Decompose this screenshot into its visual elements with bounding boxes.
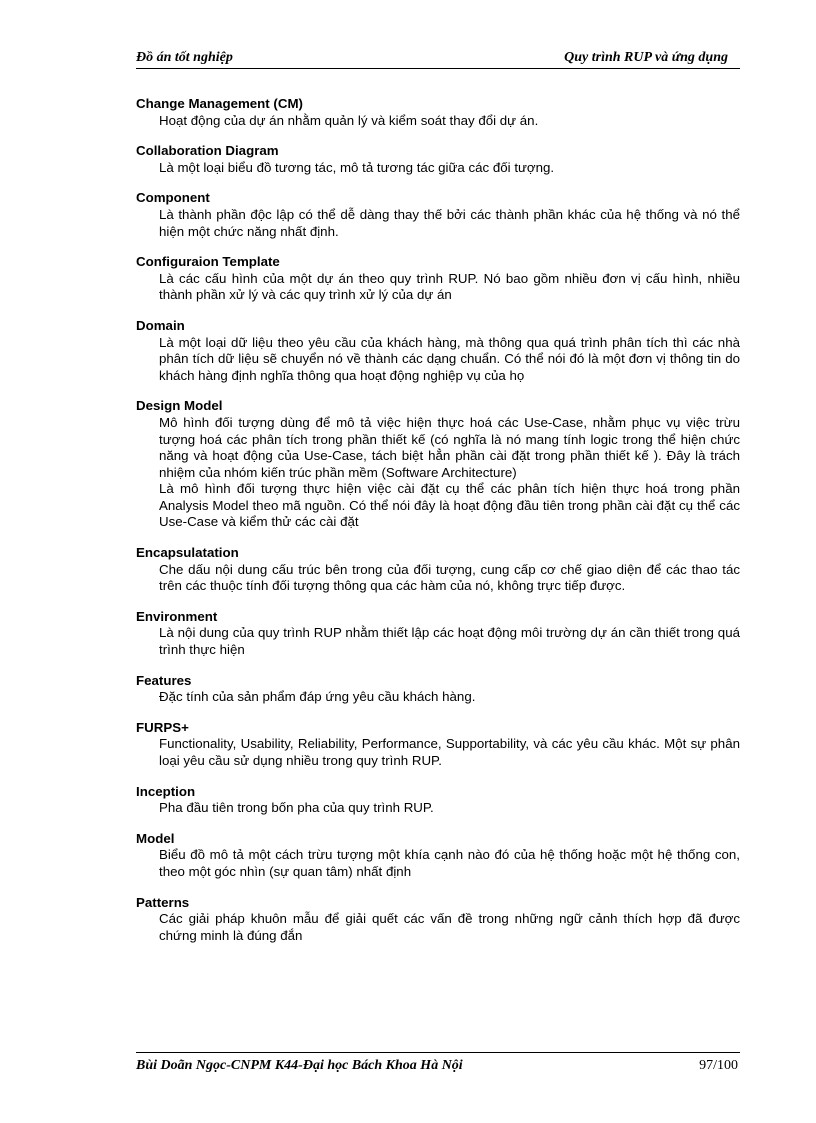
glossary-entry	[136, 190, 740, 240]
glossary-definition: Là một loại dữ liệu theo yêu cầu của khách hàng, mà thông qua quá trình phân tích thì các nhà phân tích dữ liệu sẽ chuyển nó về thành các dạng chuẩn. Có thể nói đó là một đơn vị thông tin do khách hàng định nghĩa thông qua hoạt động nghiệp vụ của họ	[159, 334, 740, 383]
glossary-definition: Pha đầu tiên trong bốn pha của quy trình RUP.	[159, 800, 434, 816]
glossary-definition: Là nội dung của quy trình RUP nhằm thiết lập các hoạt động môi trường dự án cần thiết trong quá trình thực hiện	[159, 625, 740, 658]
glossary-entry	[136, 143, 740, 176]
header-right-title: Quy trình RUP và ứng dụng	[564, 50, 728, 65]
header-left-title: Đồ án tốt nghiệp	[136, 50, 233, 65]
glossary-entry	[136, 96, 740, 129]
glossary-term: Encapsulatation	[136, 545, 239, 561]
footer-author: Bùi Doãn Ngọc-CNPM K44-Đại học Bách Khoa Hà Nội	[136, 1058, 463, 1073]
glossary-entry	[136, 784, 740, 817]
page-header	[136, 49, 740, 69]
glossary-entry	[136, 720, 740, 770]
glossary-entry	[136, 673, 740, 706]
glossary-term: Patterns	[136, 894, 190, 910]
glossary-definition: Functionality, Usability, Reliability, Performance, Supportability, và các yêu cầu khác. Một sự phân loại yêu cầu sử dụng nhiều trong quy trình RUP.	[159, 736, 740, 768]
glossary-term: Model	[136, 830, 175, 846]
glossary-entry	[136, 254, 740, 304]
glossary-definition: Đặc tính của sản phẩm đáp ứng yêu cầu khách hàng.	[159, 689, 476, 705]
page-number: 97/100	[699, 1058, 738, 1073]
glossary-term: Design Model	[136, 398, 223, 414]
glossary-content	[136, 96, 740, 958]
glossary-definition: Là một loại biểu đồ tương tác, mô tả tương tác giữa các đối tượng.	[159, 159, 555, 175]
glossary-definition: Là thành phần độc lập có thể dễ dàng thay thế bởi các thành phần khác của hệ thống và nó thể hiện một chức năng nhất định.	[159, 206, 740, 239]
glossary-term: Change Management (CM)	[136, 96, 303, 111]
glossary-term: FURPS+	[136, 719, 189, 735]
glossary-term: Domain	[136, 317, 185, 333]
glossary-term: Collaboration Diagram	[136, 143, 279, 159]
glossary-term: Component	[136, 190, 210, 206]
glossary-term: Features	[136, 672, 192, 688]
glossary-definition: Biểu đồ mô tả một cách trừu tượng một khía cạnh nào đó của hệ thống hoặc một hệ thống con, theo một góc nhìn (sự quan tâm) nhất định	[159, 847, 740, 879]
glossary-definition: Là mô hình đối tượng thực hiện việc cài đặt cụ thể các phân tích hiện thực hoá trong phần Analysis Model theo mã nguồn. Có thể nói đây là hoạt động đầu tiên trong phần cài đặt cụ thể các Use-Case và kiểm thử các cài đặt	[159, 481, 740, 530]
glossary-entry	[136, 545, 740, 595]
page-footer	[136, 1052, 740, 1077]
glossary-entry	[136, 895, 740, 945]
glossary-entry	[136, 398, 740, 531]
glossary-definition: Hoạt động của dự án nhằm quản lý và kiểm soát thay đổi dự án.	[159, 112, 539, 128]
glossary-term: Environment	[136, 608, 218, 624]
glossary-entry	[136, 318, 740, 384]
glossary-definition: Là các cấu hình của một dự án theo quy trình RUP. Nó bao gồm nhiều đơn vị cấu hình, nhiều thành phần xử lý và các quy trình xử lý của dự án	[159, 270, 740, 303]
glossary-definition: Che dấu nội dung cấu trúc bên trong của đối tượng, cung cấp cơ chế giao diện để các thao tác trên các thuộc tính đối tượng thông qua các hàm của nó, không trực tiếp được.	[159, 561, 740, 594]
glossary-entry	[136, 609, 740, 659]
glossary-definition: Mô hình đối tượng dùng để mô tả việc hiện thực hoá các Use-Case, nhằm phục vụ việc trừu tượng hoá các phân tích trong phần thiết kế (có nghĩa là nó mang tính logic trong thể hiện chức năng và hoạt động của Use-Case, tách biệt hẳn phần cài đặt trong phần thiết kế ). Đây là trách nhiệm của nhóm kiến trúc phần mềm (Software Architecture)	[159, 414, 740, 480]
glossary-definition: Các giải pháp khuôn mẫu để giải quết các vấn đề trong những ngữ cảnh thích hợp đã được chứng minh là đúng đắn	[159, 911, 740, 943]
glossary-entry	[136, 831, 740, 881]
glossary-term: Inception	[136, 783, 196, 799]
glossary-term: Configuraion Template	[136, 254, 280, 270]
